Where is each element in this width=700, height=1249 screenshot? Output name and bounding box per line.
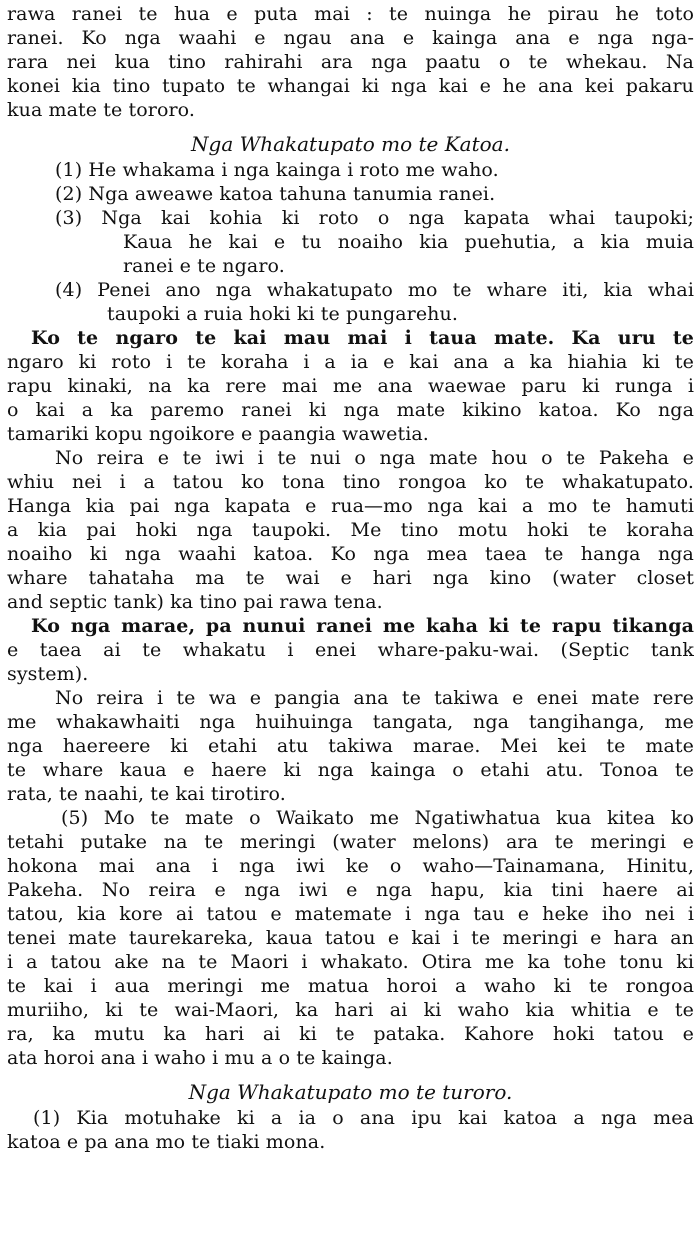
text-line: Ko nga marae, pa nunui ranei me kaha ki te rapu tikanga (31, 615, 694, 637)
section-heading-turoro: Nga Whakatupato mo te turoro. (188, 1080, 513, 1104)
list-item-continuation: taupoki a ruia hoki ki te pungarehu. (107, 303, 458, 325)
text-line: ngaro ki roto i te koraha i a ia e kai ana a ka hiahia ki te (7, 351, 694, 373)
text-line: whare tahataha ma te wai e hari nga kino (water closet (7, 567, 694, 589)
list-item: (4) Penei ano nga whakatupato mo te whare iti, kia whai (55, 279, 694, 301)
text-line: o kai a ka paremo ranei ki nga mate kikino katoa. Ko nga (7, 399, 694, 421)
list-item-continuation: katoa e pa ana mo te tiaki mona. (7, 1131, 326, 1153)
text-line: Pakeha. No reira e nga iwi e nga hapu, kia tini haere ai (7, 879, 694, 901)
text-line: tatou, kia kore ai tatou e matemate i nga tau e heke iho nei i (7, 903, 694, 925)
text-line: tamariki kopu ngoikore e paangia wawetia. (7, 423, 429, 445)
text-line: konei kia tino tupato te whangai ki nga kai e he ana kei pakaru (7, 75, 694, 97)
text-line: te whare kaua e haere ki nga kainga o etahi atu. Tonoa te (7, 759, 694, 781)
text-line: and septic tank) ka tino pai rawa tena. (7, 591, 383, 613)
intro-paragraph (7, 2, 694, 122)
text-line: whiu nei i a tatou ko tona tino rongoa ko te whakatupato. (7, 471, 694, 493)
section-heading-katoa: Nga Whakatupato mo te Katoa. (191, 132, 510, 156)
precautions-list-patient (7, 1106, 694, 1154)
text-line: Ko te ngaro te kai mau mai i taua mate. Ka uru te (31, 327, 694, 349)
text-line: me whakawhaiti nga huihuinga tangata, nga tangihanga, me (7, 711, 694, 733)
list-item: (1) He whakama i nga kainga i roto me waho. (55, 159, 499, 181)
text-line: nga haereere ki etahi atu takiwa marae. Mei kei te mate (7, 735, 694, 757)
text-line: e taea ai te whakatu i enei whare-paku-wai. (Septic tank (7, 639, 694, 661)
text-line: kua mate te tororo. (7, 99, 196, 121)
text-line: tetahi putake na te meringi (water melons) ara te meringi e (7, 831, 694, 853)
text-line: Hanga kia pai nga kapata e rua—mo nga kai a mo te hamuti (7, 495, 694, 517)
text-line: No reira e te iwi i te nui o nga mate hou o te Pakeha e (55, 447, 694, 469)
list-item: (2) Nga aweawe katoa tahuna tanumia ranei. (55, 183, 496, 205)
text-line: (5) Mo te mate o Waikato me Ngatiwhatua kua kitea ko (61, 807, 694, 829)
text-line: tenei mate taurekareka, kaua tatou e kai i te meringi e hara an (7, 927, 694, 949)
text-line: a kia pai hoki nga taupoki. Me tino motu hoki te koraha (7, 519, 694, 541)
text-line: ranei. Ko nga waahi e ngau ana e kainga ana e nga nga- (7, 27, 694, 49)
list-item-continuation: ranei e te ngaro. (123, 255, 285, 277)
list-item: (1) Kia motuhake ki a ia o ana ipu kai katoa a nga mea (33, 1107, 694, 1129)
text-line: te kai i aua meringi me matua horoi a waho ki te rongoa (7, 975, 694, 997)
text-line: muriiho, ki te wai-Maori, ka hari ai ki waho kia whitia e te (7, 999, 694, 1021)
precautions-list-general (7, 158, 694, 326)
text-line: noaiho ki nga waahi katoa. Ko nga mea taea te hanga nga (7, 543, 694, 565)
list-item: (3) Nga kai kohia ki roto o nga kapata whai taupoki; (55, 207, 694, 229)
text-line: i a tatou ake na te Maori i whakato. Otira me ka tohe tonu ki (7, 951, 694, 973)
list-item-continuation: Kaua he kai e tu noaiho kia puehutia, a kia muia (123, 231, 694, 253)
text-line: No reira i te wa e pangia ana te takiwa e enei mate rere (55, 687, 694, 709)
text-line: ata horoi ana i waho i mu a o te kainga. (7, 1047, 393, 1069)
text-line: hokona mai ana i nga iwi ke o waho—Tainamana, Hinitu, (7, 855, 694, 877)
text-line: rapu kinaki, na ka rere mai me ana waewae paru ki runga i (7, 375, 694, 397)
text-line: rawa ranei te hua e puta mai : te nuinga he pirau he toto (7, 3, 694, 25)
text-line: system). (7, 663, 89, 685)
body-text (7, 326, 694, 1070)
text-line: rara nei kua tino rahirahi ara nga paatu o te whekau. Na (7, 51, 694, 73)
text-line: ra, ka mutu ka hari ai ki te pataka. Kahore hoki tatou e (7, 1023, 694, 1045)
text-line: rata, te naahi, te kai tirotiro. (7, 783, 286, 805)
